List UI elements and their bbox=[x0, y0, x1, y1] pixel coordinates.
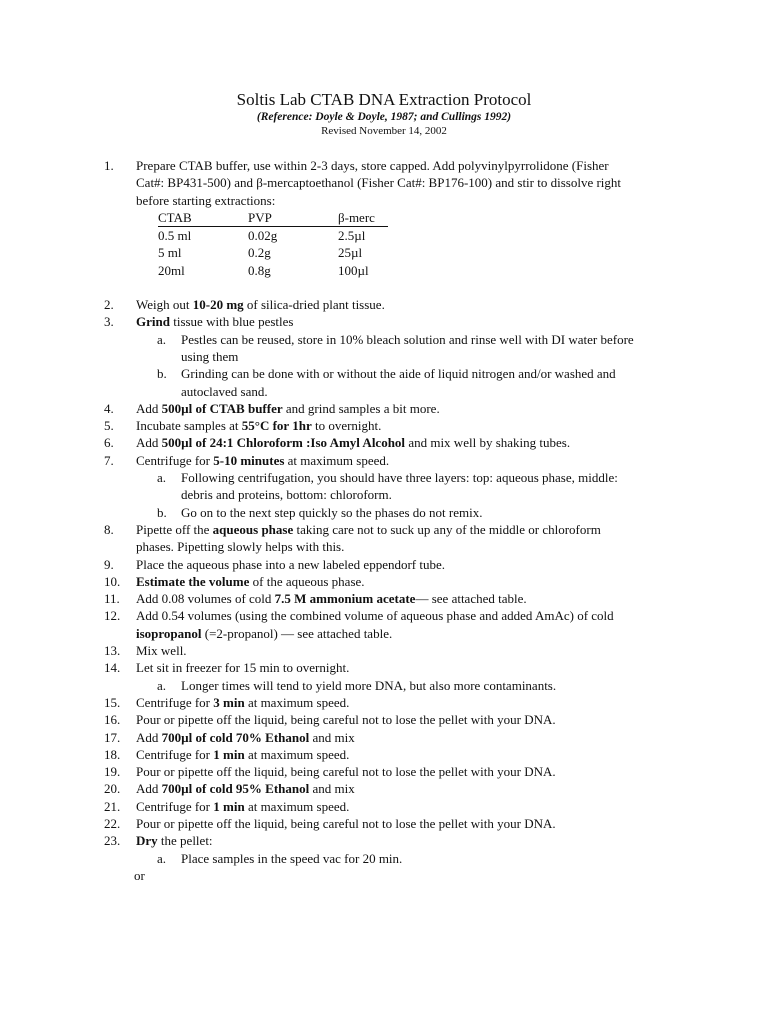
step-number: 16. bbox=[104, 712, 121, 728]
step-emphasis: 5-10 minutes bbox=[213, 452, 285, 468]
sub-step-letter: a. bbox=[157, 331, 167, 347]
step-text: Add 0.08 volumes of cold 7.5 M ammonium acetate— see attached table. bbox=[136, 591, 527, 607]
sub-step bbox=[0, 677, 641, 694]
step-text: Add 500µl of 24:1 Chloroform :Iso Amyl Alcohol and mix well by shaking tubes. bbox=[136, 435, 571, 451]
sub-step-text: Longer times will tend to yield more DNA, but also more contaminants. bbox=[181, 677, 557, 693]
step-emphasis: 10-20 mg bbox=[192, 297, 244, 313]
document-title: Soltis Lab CTAB DNA Extraction Protocol bbox=[236, 90, 532, 109]
table-cell: 20ml bbox=[158, 262, 185, 278]
step-18 bbox=[0, 746, 636, 763]
table-cell: 25µl bbox=[338, 245, 363, 261]
step-number: 7. bbox=[104, 452, 114, 468]
ctab-recipe-table bbox=[158, 209, 388, 279]
step-number: 3. bbox=[104, 314, 114, 330]
step-number: 8. bbox=[104, 521, 114, 537]
trailing-or: or bbox=[134, 867, 145, 883]
table-cell: 2.5µl bbox=[338, 228, 366, 244]
step-number: 6. bbox=[104, 435, 114, 451]
step-number: 20. bbox=[104, 781, 121, 797]
table-cell: 5 ml bbox=[158, 245, 182, 261]
sub-step-text: Grinding can be done with or without the aide of liquid nitrogen and/or washed and autoclaved sand. bbox=[181, 366, 616, 399]
sub-step-letter: a. bbox=[157, 470, 167, 486]
table-cell: 100µl bbox=[338, 262, 369, 278]
step-number: 5. bbox=[104, 418, 114, 434]
step-16 bbox=[0, 711, 636, 728]
reference-line: (Reference: Doyle & Doyle, 1987; and Cullings 1992) bbox=[256, 111, 512, 123]
step-text: Add 500µl of CTAB buffer and grind samples a bit more. bbox=[136, 400, 440, 416]
step-number: 18. bbox=[104, 746, 121, 762]
step-17 bbox=[0, 729, 636, 746]
step-20 bbox=[0, 780, 636, 797]
step-emphasis: Grind bbox=[136, 314, 170, 330]
step-emphasis: 1 min bbox=[213, 746, 245, 762]
revision-date: Revised November 14, 2002 bbox=[321, 125, 447, 137]
step-text: Centrifuge for 1 min at maximum speed. bbox=[136, 746, 350, 762]
step-number: 2. bbox=[104, 297, 114, 313]
sub-step-text: Pestles can be reused, store in 10% bleach solution and rinse well with DI water before using them bbox=[181, 331, 634, 364]
step-23 bbox=[0, 832, 636, 849]
step-text: Place the aqueous phase into a new labeled eppendorf tube. bbox=[136, 556, 445, 572]
step-2 bbox=[0, 296, 636, 313]
sub-step bbox=[0, 331, 641, 366]
step-number: 19. bbox=[104, 764, 121, 780]
step-10 bbox=[0, 573, 636, 590]
step-emphasis: 1 min bbox=[213, 798, 245, 814]
step-3 bbox=[0, 313, 636, 330]
sub-step-letter: a. bbox=[157, 677, 167, 693]
step-emphasis: isopropanol bbox=[136, 625, 202, 641]
step-8 bbox=[0, 521, 636, 556]
step-emphasis: Estimate the volume bbox=[136, 573, 250, 589]
sub-step-letter: b. bbox=[157, 366, 167, 382]
table-cell: 0.02g bbox=[248, 228, 278, 244]
step-emphasis: 500µl of 24:1 Chloroform :Iso Amyl Alcohol bbox=[161, 435, 406, 451]
table-header-row bbox=[158, 209, 388, 227]
protocol-steps bbox=[0, 157, 768, 884]
step-4 bbox=[0, 400, 636, 417]
step-text: Pour or pipette off the liquid, being careful not to lose the pellet with your DNA. bbox=[136, 815, 556, 831]
step-text: Centrifuge for 1 min at maximum speed. bbox=[136, 798, 350, 814]
step-number: 17. bbox=[104, 729, 121, 745]
step-text: Weigh out 10-20 mg of silica-dried plant tissue. bbox=[136, 297, 385, 313]
step-text: Centrifuge for 3 min at maximum speed. bbox=[136, 694, 350, 710]
sub-step bbox=[0, 365, 641, 400]
step-emphasis: 7.5 M ammonium acetate bbox=[274, 591, 416, 607]
step-emphasis: aqueous phase bbox=[212, 521, 294, 537]
step-text: Mix well. bbox=[136, 643, 187, 659]
step-number: 23. bbox=[104, 833, 121, 849]
table-cell: 0.8g bbox=[248, 262, 271, 278]
step-number: 15. bbox=[104, 694, 121, 710]
table-cell: 0.2g bbox=[248, 245, 271, 261]
step-text: Pipette off the aqueous phase taking care not to suck up any of the middle or chloroform phases. Pipetting slowly helps with this. bbox=[136, 521, 601, 555]
step-text: Pour or pipette off the liquid, being careful not to lose the pellet with your DNA. bbox=[136, 764, 556, 780]
step-text: Prepare CTAB buffer, use within 2-3 days, store capped. Add polyvinylpyrrolidone (Fisher Cat#: BP431-500) and β-mercaptoethanol (Fisher Cat#: BP176-100) and stir to dissolve right before starting extractions: bbox=[136, 158, 622, 208]
step-number: 13. bbox=[104, 643, 121, 659]
table-header-cell: CTAB bbox=[158, 209, 248, 227]
step-text: Centrifuge for 5-10 minutes at maximum speed. bbox=[136, 452, 390, 468]
step-9 bbox=[0, 556, 636, 573]
step-text: Add 700µl of cold 95% Ethanol and mix bbox=[136, 781, 355, 797]
step-number: 21. bbox=[104, 798, 121, 814]
step-number: 14. bbox=[104, 660, 121, 676]
step-11 bbox=[0, 590, 636, 607]
table-header-cell: β-merc bbox=[338, 209, 388, 227]
step-emphasis: Dry bbox=[136, 833, 158, 849]
step-13 bbox=[0, 642, 636, 659]
step-number: 1. bbox=[104, 158, 114, 173]
table-row bbox=[158, 262, 388, 279]
step-21 bbox=[0, 798, 636, 815]
step-emphasis: 55°C for 1hr bbox=[241, 418, 312, 434]
step-text: Add 700µl of cold 70% Ethanol and mix bbox=[136, 729, 355, 745]
step-19 bbox=[0, 763, 636, 780]
sub-step bbox=[0, 850, 641, 867]
table-row bbox=[158, 244, 388, 261]
step-text: Estimate the volume of the aqueous phase. bbox=[136, 573, 365, 589]
sub-step-text: Place samples in the speed vac for 20 min. bbox=[181, 850, 403, 866]
sub-step bbox=[0, 469, 641, 504]
step-number: 12. bbox=[104, 608, 121, 624]
table-header-cell: PVP bbox=[248, 209, 338, 227]
step-text: Dry the pellet: bbox=[136, 833, 213, 849]
step-14 bbox=[0, 659, 636, 676]
table-cell: 0.5 ml bbox=[158, 228, 192, 244]
step-22 bbox=[0, 815, 636, 832]
sub-step bbox=[0, 504, 641, 521]
step-number: 9. bbox=[104, 556, 114, 572]
step-text: Pour or pipette off the liquid, being careful not to lose the pellet with your DNA. bbox=[136, 712, 556, 728]
step-emphasis: 500µl of CTAB buffer bbox=[161, 400, 283, 416]
step-6 bbox=[0, 434, 636, 451]
step-text: Let sit in freezer for 15 min to overnight. bbox=[136, 660, 350, 676]
step-7 bbox=[0, 452, 636, 469]
step-text: Grind tissue with blue pestles bbox=[136, 314, 294, 330]
sub-step-text: Go on to the next step quickly so the phases do not remix. bbox=[181, 504, 483, 520]
sub-step-text: Following centrifugation, you should have three layers: top: aqueous phase, middle: debris and proteins, bottom: chloroform. bbox=[181, 470, 618, 503]
step-5 bbox=[0, 417, 636, 434]
step-emphasis: 3 min bbox=[213, 694, 245, 710]
step-text: Incubate samples at 55°C for 1hr to overnight. bbox=[136, 418, 382, 434]
table-row bbox=[158, 227, 388, 245]
step-number: 11. bbox=[104, 591, 120, 607]
step-12 bbox=[0, 607, 636, 642]
sub-step-letter: b. bbox=[157, 504, 167, 520]
sub-step-letter: a. bbox=[157, 850, 167, 866]
step-emphasis: 700µl of cold 70% Ethanol bbox=[161, 729, 310, 745]
step-1 bbox=[0, 157, 636, 209]
step-15 bbox=[0, 694, 636, 711]
step-number: 10. bbox=[104, 573, 121, 589]
spacer bbox=[0, 279, 768, 296]
step-emphasis: 700µl of cold 95% Ethanol bbox=[161, 781, 310, 797]
step-text: Add 0.54 volumes (using the combined volume of aqueous phase and added AmAc) of cold isopropanol (=2-propanol) — see attached table. bbox=[136, 608, 614, 641]
step-number: 4. bbox=[104, 400, 114, 416]
step-number: 22. bbox=[104, 815, 121, 831]
